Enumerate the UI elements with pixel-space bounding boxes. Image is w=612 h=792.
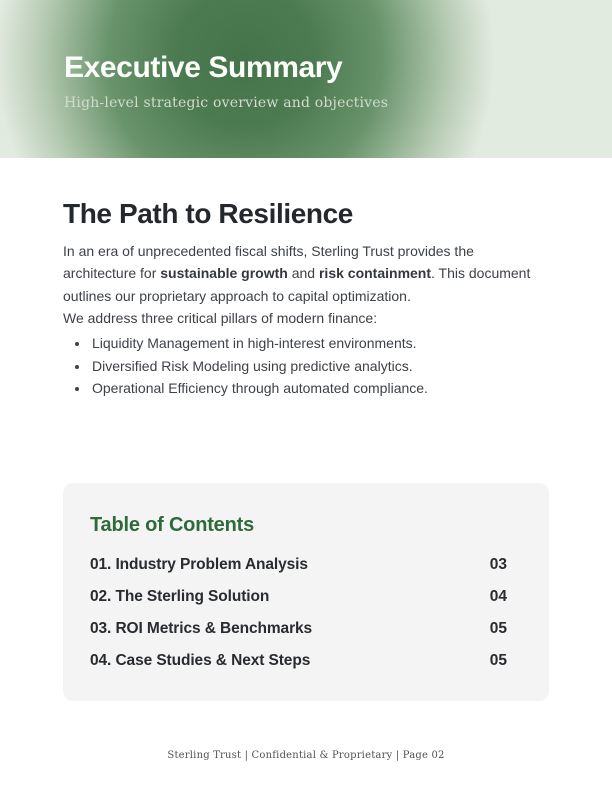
- toc-entry-label: 03. ROI Metrics & Benchmarks: [90, 620, 313, 638]
- list-item-operational-efficiency: • Operational Efficiency through automated compliance.: [90, 377, 549, 399]
- intro-bold-risk-containment: risk containment: [318, 265, 432, 282]
- toc-entry-label: 04. Case Studies & Next Steps: [90, 652, 311, 670]
- pillars-list: [63, 332, 549, 399]
- toc-row-case-studies[interactable]: [90, 645, 522, 677]
- toc-entry-label: 02. The Sterling Solution: [90, 588, 270, 606]
- toc-row-sterling-solution[interactable]: [90, 581, 522, 613]
- toc-entry-label: 01. Industry Problem Analysis: [90, 556, 308, 574]
- toc-page-number: 05: [489, 652, 507, 670]
- toc-row-industry-problem-analysis[interactable]: [90, 549, 522, 581]
- toc-row-roi-metrics[interactable]: [90, 613, 522, 645]
- intro-text-post: . This document outlines our proprietary approach to capital optimization.: [63, 265, 531, 304]
- intro-text-mid: and: [287, 265, 319, 282]
- main-content: [0, 195, 612, 701]
- intro-text-pre: In an era of unprecedented fiscal shifts, Sterling Trust provides the architecture for: [63, 243, 474, 282]
- footer-text: Sterling Trust | Confidential & Proprietary | Page 02: [167, 750, 445, 762]
- toc-page-number: 04: [489, 588, 507, 606]
- toc-title: Table of Contents: [90, 514, 255, 537]
- page-footer: [0, 750, 612, 761]
- intro-paragraph: [63, 240, 549, 307]
- page-subtitle: High-level strategic overview and objectives: [64, 95, 389, 111]
- table-of-contents-card: [63, 483, 549, 701]
- list-item-risk-modeling: • Diversified Risk Modeling using predictive analytics.: [90, 355, 549, 377]
- lead-in-text: We address three critical pillars of modern finance:: [63, 309, 378, 326]
- toc-page-number: 05: [489, 620, 507, 638]
- toc-page-number: 03: [489, 556, 507, 574]
- page-title: Executive Summary: [64, 51, 343, 84]
- intro-bold-sustainable-growth: sustainable growth: [160, 265, 288, 282]
- list-item-liquidity: • Liquidity Management in high-interest environments.: [90, 332, 549, 354]
- page-header: [0, 0, 612, 158]
- section-heading: The Path to Resilience: [63, 198, 353, 229]
